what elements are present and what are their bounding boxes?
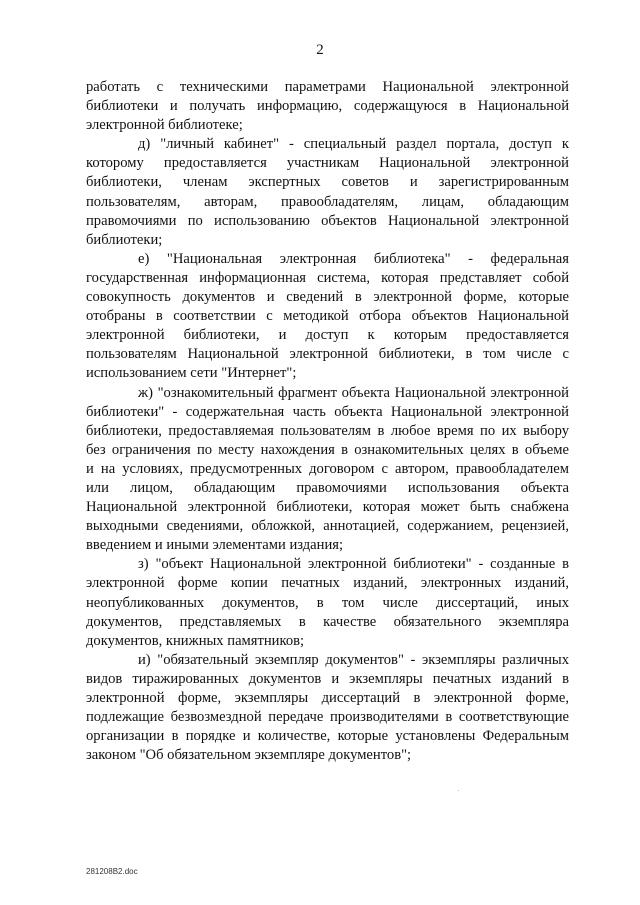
text-line: видов тиражированных документов и экземпляры печатных изданий в xyxy=(86,670,569,687)
text-line: правомочиями по использованию объектов Национальной электронной xyxy=(86,212,569,229)
paragraph-zh-preview-fragment xyxy=(86,384,569,556)
text-line: библиотеки и получать информацию, содержащуюся в Национальной xyxy=(86,98,569,115)
text-line: и на условиях, предусмотренных договором с автором, правообладателем xyxy=(86,460,569,477)
text-line: электронной библиотеки, и доступ к которым предоставляется xyxy=(86,327,569,344)
text-line: без ограничения по месту нахождения в ознакомительных целях в объеме xyxy=(86,441,569,458)
text-line: электронной форме копии печатных изданий, электронных изданий, xyxy=(86,575,569,592)
text-line: законом "Об обязательном экземпляре документов"; xyxy=(86,747,412,764)
text-line: д) "личный кабинет" - специальный раздел портала, доступ к xyxy=(138,136,569,153)
paragraph-i-mandatory-copy xyxy=(86,651,569,766)
document-body xyxy=(86,78,569,765)
text-line: государственная информационная система, которая представляет собой xyxy=(86,269,569,286)
paragraph-d-personal-account xyxy=(86,135,569,250)
text-line: библиотеки; xyxy=(86,231,163,248)
page-number: 2 xyxy=(316,42,324,58)
text-line: совокупность документов и сведений в электронной форме, которые xyxy=(86,289,569,306)
text-line: ж) "ознакомительный фрагмент объекта Национальной электронной xyxy=(138,384,569,401)
text-line: отобраны в соответствии с методикой отбора объектов Национальной xyxy=(86,308,569,325)
text-line: введением и иными элементами издания; xyxy=(86,537,344,554)
text-line: е) "Национальная электронная библиотека" - федеральная xyxy=(138,250,569,267)
text-line: организации в порядке и количестве, которые установлены Федеральным xyxy=(86,728,569,745)
text-line: электронной библиотеке; xyxy=(86,117,243,134)
text-line: документов, представляемых в качестве обязательного экземпляра xyxy=(86,613,569,630)
text-line: использованием сети "Интернет"; xyxy=(86,365,297,382)
footer-file-name: 281208B2.doc xyxy=(86,867,138,876)
text-line: пользователям, авторам, правообладателям, лицам, обладающим xyxy=(86,193,569,210)
text-line: Национальной электронной библиотеки, которая может быть снабжена xyxy=(86,499,569,516)
text-line: библиотеки" - содержательная часть объекта Национальной электронной xyxy=(86,403,569,420)
paragraph-e-national-library xyxy=(86,250,569,384)
text-line: и) "обязательный экземпляр документов" - экземпляры различных xyxy=(138,651,569,668)
text-line: з) "объект Национальной электронной библиотеки" - созданные в xyxy=(138,556,569,573)
paragraph-z-library-object xyxy=(86,555,569,650)
text-line: документов, книжных памятников; xyxy=(86,632,305,649)
text-line: неопубликованных документов, в том числе диссертаций, иных xyxy=(86,594,569,611)
text-line: или лицом, обладающим правомочиями использования объекта xyxy=(86,479,569,496)
text-line: электронной форме, экземпляры диссертаций в электронной форме, xyxy=(86,690,569,706)
text-line: которому предоставляется участникам Национальной электронной xyxy=(86,155,569,172)
text-line: библиотеки, предоставляемая пользователям в любое время по их выбору xyxy=(86,422,569,439)
paragraph-continuation xyxy=(86,78,569,135)
text-line: работать с техническими параметрами Национальной электронной xyxy=(86,79,569,95)
text-line: пользователям Национальной электронной библиотеки, в том числе с xyxy=(86,346,569,363)
text-line: выходными сведениями, обложкой, аннотацией, содержанием, рецензией, xyxy=(86,518,569,535)
text-line: библиотеки, членам экспертных советов и зарегистрированным xyxy=(86,174,569,191)
scan-speck xyxy=(458,790,459,791)
text-line: подлежащие безвозмездной передаче производителями в соответствующие xyxy=(86,709,569,726)
